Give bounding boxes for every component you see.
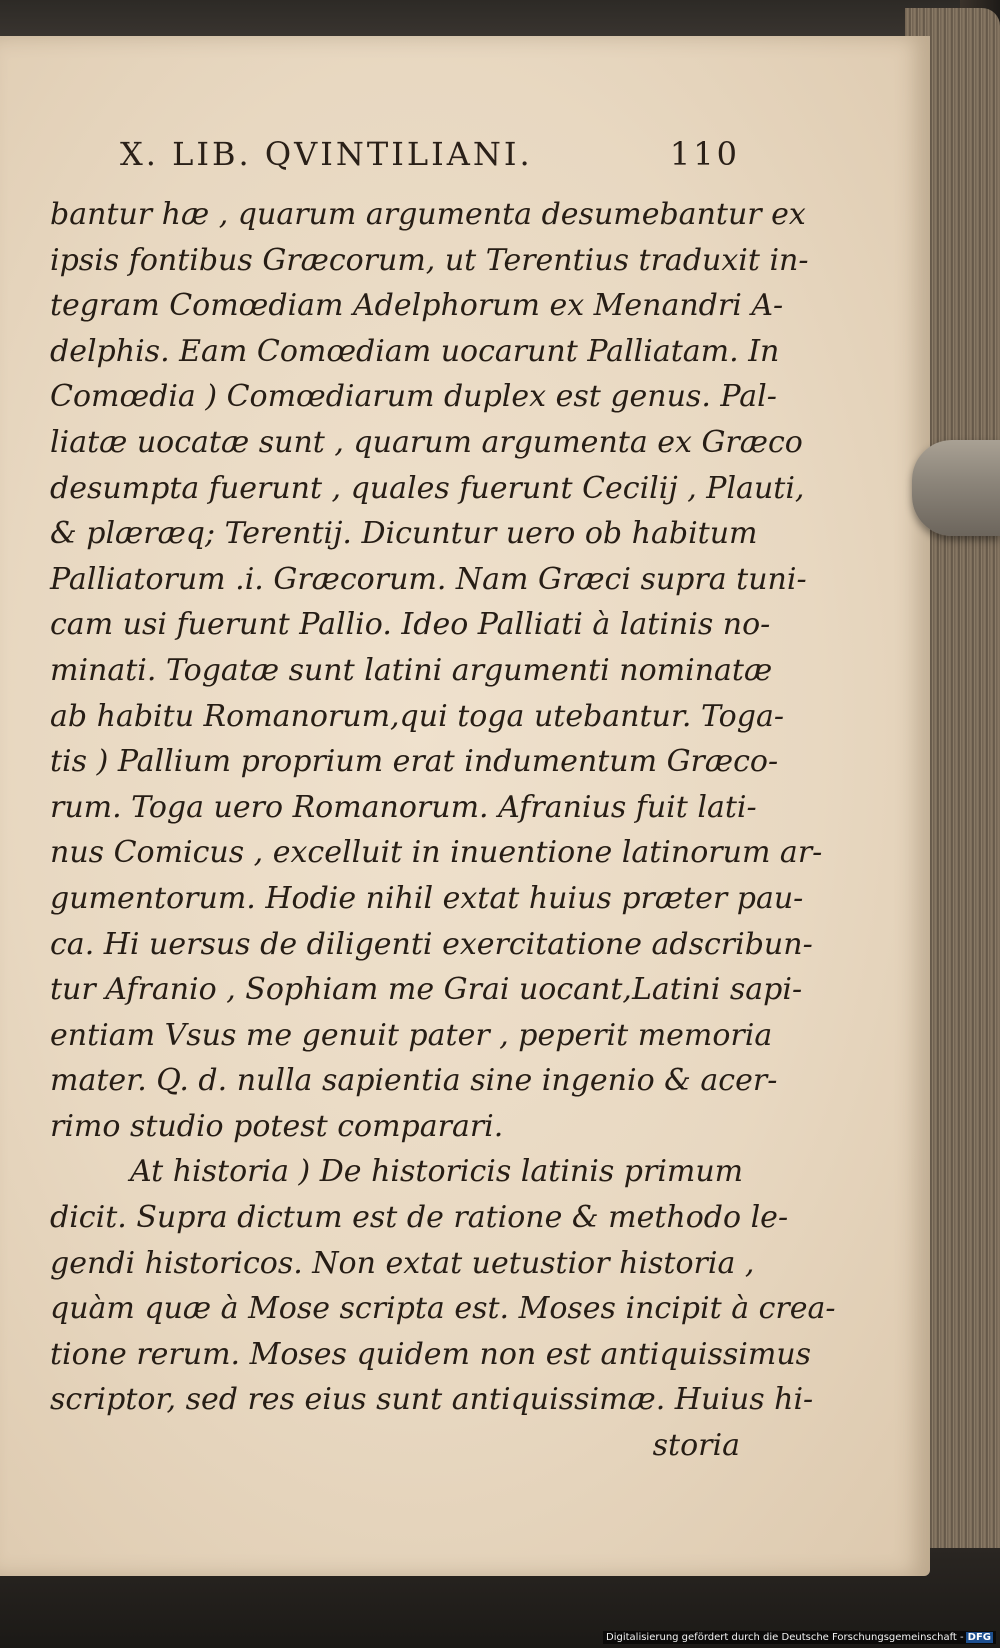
text-line: gumentorum. Hodie nihil extat huius præter pau- [50, 880, 804, 916]
page-number: 110 [669, 135, 740, 173]
text-line: bantur hæ , quarum argumenta desumebantur ex [50, 197, 806, 232]
body-text [50, 192, 836, 1469]
text-line: ca. Hi uersus de diligenti exercitatione adscribun- [50, 926, 813, 962]
text-line: liatæ uocatæ sunt , quarum argumenta ex Græco [50, 424, 803, 460]
text-line: nus Comicus , excelluit in inuentione latinorum ar- [50, 835, 823, 871]
text-line: tione rerum. Moses quidem non est antiquissimus [50, 1336, 812, 1372]
text-line: desumpta fuerunt , quales fuerunt Cecilij , Plauti, [50, 470, 805, 506]
text-line: gendi historicos. Non extat uetustior historia , [50, 1245, 755, 1281]
book-clip [912, 440, 1000, 536]
running-header [120, 135, 740, 173]
text-line: tur Afranio , Sophiam me Grai uocant,Latini sapi- [50, 972, 803, 1008]
text-line: At historia ) De historicis latinis primum [130, 1154, 744, 1190]
text-line: tegram Comœdiam Adelphorum ex Menandri A- [50, 288, 784, 324]
text-line: minati. Togatæ sunt latini argumenti nominatæ [50, 652, 773, 688]
text-line: ipsis fontibus Græcorum, ut Terentius traduxit in- [50, 242, 809, 278]
running-title: X. LIB. QVINTILIANI. [120, 135, 533, 173]
digitization-credit [603, 1631, 996, 1644]
text-line: rimo studio potest comparari. [50, 1108, 504, 1144]
text-line: cam usi fuerunt Pallio. Ideo Palliati à latinis no- [50, 607, 771, 643]
catchword: storia [652, 1428, 740, 1464]
text-line: dicit. Supra dictum est de ratione & methodo le- [50, 1200, 789, 1236]
text-line: delphis. Eam Comœdiam uocarunt Palliatam. In [50, 333, 780, 369]
text-line: quàm quæ à Mose scripta est. Moses incipit à crea- [50, 1291, 836, 1327]
text-line: mater. Q. d. nulla sapientia sine ingenio & acer- [50, 1063, 778, 1099]
text-line: scriptor, sed res eius sunt antiquissimæ. Huius hi- [50, 1382, 814, 1418]
text-line: ab habitu Romanorum,qui toga utebantur. Toga- [50, 698, 784, 734]
dfg-logo: DFG [967, 1632, 991, 1643]
text-line: rum. Toga uero Romanorum. Afranius fuit lati- [50, 789, 757, 825]
text-line: tis ) Pallium proprium erat indumentum Græco- [50, 744, 779, 780]
top-edge [0, 0, 1000, 40]
text-line: entiam Vsus me genuit pater , peperit memoria [50, 1017, 773, 1053]
text-line: & plæræq; Terentij. Dicuntur uero ob habitum [50, 516, 758, 552]
text-line: Palliatorum .i. Græcorum. Nam Græci supra tuni- [50, 561, 807, 597]
text-line: Comœdia ) Comœdiarum duplex est genus. Pal- [50, 379, 777, 415]
credit-text: Digitalisierung gefördert durch die Deutsche Forschungsgemeinschaft - [606, 1632, 964, 1643]
